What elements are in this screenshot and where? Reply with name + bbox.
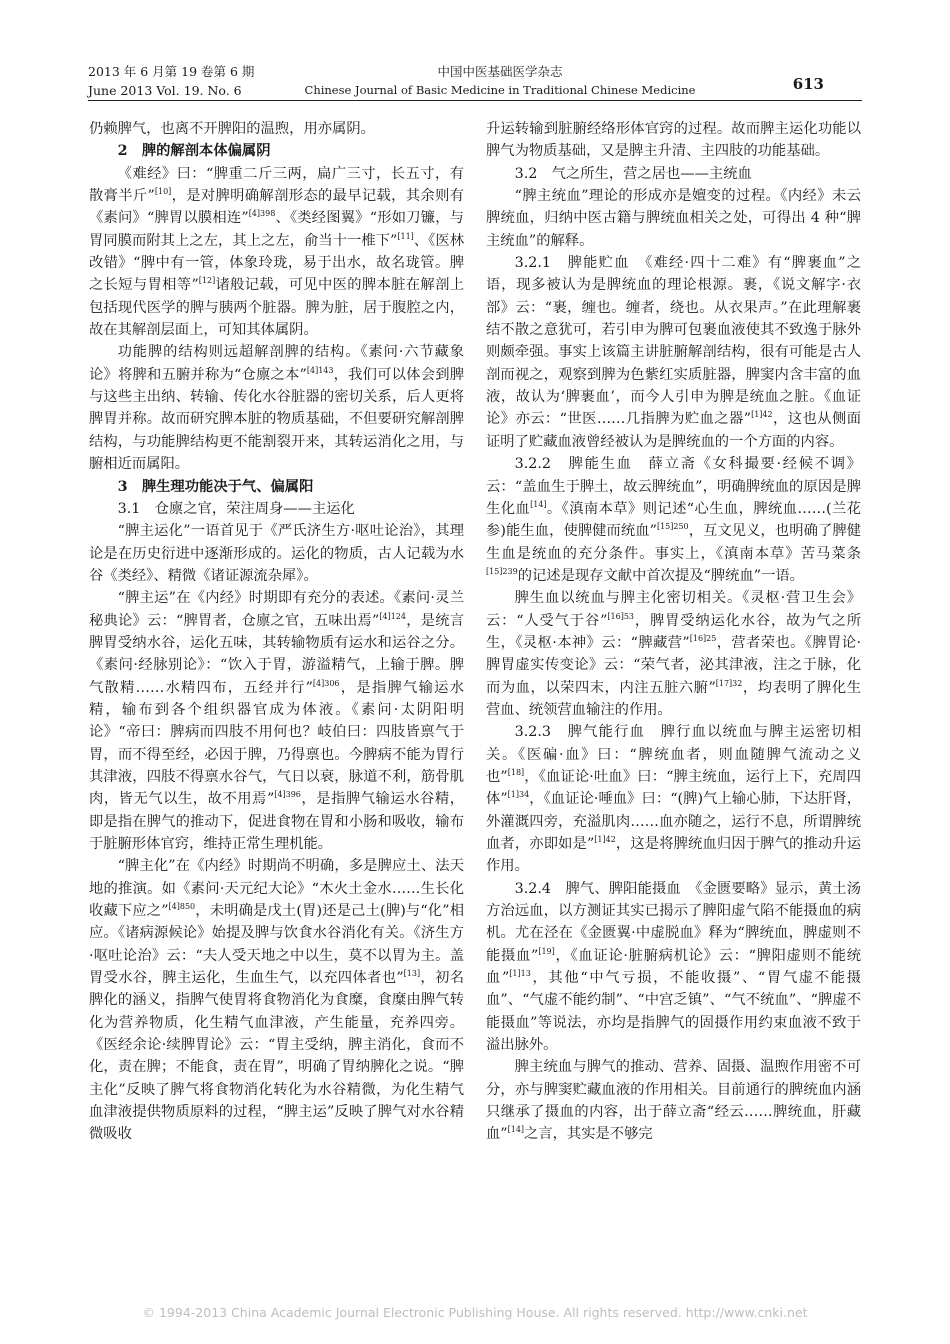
- paragraph: 功能脾的结构则远超解剖脾的结构。《素问·六节藏象论》将脾和五腑并称为“仓廪之本”$^{[4]143}$，我们可以体会到脾与这些主出纳、转输、传化水谷脏器的密切关系，后人更将脾胃并称。故而研究脾本脏的物质基础，不但要研究解剖脾结构，与功能脾结构更不能割裂开来，其转运消化之用，与腑相近而属阳。: [89, 344, 464, 473]
- section-heading: 3 脾生理功能决于气、偏属阳: [117, 478, 314, 495]
- paragraph: “脾主化”在《内经》时期尚不明确，多是脾应土、法天地的推演。如《素问·天元纪大论》“木火土金水……生长化收藏下应之”$^{[4]850}$，未明确是戊土(胃)还是己土(脾)与“化”相应。《诸病源候论》始提及脾与饮食水谷消化有关。《济生方·呕吐论治》云：“夫人受天地之中以生，莫不以胃为主。盖胃受水谷，脾主运化，生血生气，以充四体者也”[13]，初名脾化的涵义，指脾气使胃将食物消化为食糜，食糜由脾气转化为营养物质，化生精气血津液，产生能量，充养四旁。《医经余论·续脾胃论》云：“胃主受纳，脾主消化，食而不化，责在脾；不能食，责在胃”，明确了胃纳脾化之说。“脾主化”反映了脾气将食物消化转化为水谷精微，为化生精气血津液提供物质原料的过程，“脾主运”反映了脾气对水谷精微吸收: [89, 858, 465, 1143]
- paragraph: “脾主运化”一语首见于《严氏济生方·呕吐论治》，其理论是在历史衍进中逐渐形成的。运化的物质，古人记载为水谷《类经》、精微《诸证源流杂犀》。: [89, 523, 464, 584]
- paragraph: 脾主统血与脾气的推动、营养、固摄、温煦作用密不可分，亦与脾窦贮藏血液的作用相关。目前通行的脾统血内涵只继承了摄血的内容，出于薛立斋“经云……脾统血，肝藏血”[14]之言，其实是不够完: [486, 1059, 861, 1143]
- citation-ref: [15]239: [486, 567, 518, 577]
- citation-ref: [16]25: [689, 634, 717, 644]
- page-number: 613: [792, 75, 824, 93]
- journal-title-cn: 中国中医基础医学杂志: [437, 64, 563, 79]
- citation-ref: [4]850: [168, 902, 196, 912]
- citation-ref: [4]124: [379, 611, 406, 621]
- citation-ref: [1]13: [509, 969, 531, 979]
- journal-issue: [88, 62, 254, 100]
- citation-ref: [4]398: [248, 209, 276, 219]
- paragraph: “脾主运”在《内经》时期即有充分的表述。《素问·灵兰秘典论》云：“脾胃者，仓廪之官，五味出焉”$^{[4]124}$，是统言脾胃受纳水谷，运化五味，其转输物质有运水和运谷之分。《素问·经脉别论》：“饮入于胃，游溢精气，上输于脾。脾气散精……水精四布，五经并行”$^{[4]306}$，是指脾气输运水精，输布到各个组织器官成为体液。《素问·太阴阳明论》“帝曰：脾病而四肢不用何也？岐伯曰：四肢皆禀气于胃，而不得至经，必因于脾，乃得禀也。今脾病不能为胃行其津液，四肢不得禀水谷气，气日以衰，脉道不利，筋骨肌肉，皆无气以生，故不用焉”$^{[4]396}$，是指脾气输运水谷精，即是指在脾气的推动下，促进食物在胃和小肠和吸收，输布于脏腑形体官窍，维持正常生理机能。: [89, 590, 465, 852]
- paragraph: 3.2.2 脾能生血 薛立斋《女科撮要·经候不调》云：“盖血生于脾土，故云脾统血”，明确脾统血的原因是脾生化血[14]。《滇南本草》则记述“心生血，脾统血……(兰花参)能生血，使脾健而统血”$^{[15]250}$，互文见义，也明确了脾健生血是统血的充分条件。事实上，《滇南本草》苦马菜条$^{[15]239}$的记述是现存文献中首次提及“脾统血”一语。: [486, 456, 862, 584]
- citation-ref: [16]53: [607, 611, 634, 621]
- issue-cn: 2013 年 6 月第 19 卷第 6 期: [88, 64, 255, 79]
- paragraph: 升运转输到脏腑经络形体官窍的过程。故而脾主运化功能以脾气为物质基础，又是脾主升清、主四肢的功能基础。: [486, 121, 861, 160]
- section-heading: 2 脾的解剖本体偏属阴: [117, 143, 271, 160]
- citation-ref: [4]306: [312, 678, 340, 688]
- subsection-heading: 3.1 仓廪之官，荣注周身——主运化: [117, 500, 355, 517]
- paragraph: 3.2.4 脾气、脾阳能摄血 《金匮要略》显示，黄土汤方治远血，以方测证其实已揭示了脾阳虚气陷不能摄血的病机。尤在泾在《金匮翼·中虚脱血》释为“脾统血，脾虚则不能摄血”[19]，《血证论·脏腑病机论》云：“脾阳虚则不能统血”$^{[1]13}$，其他“中气亏损，不能收摄”、“胃气虚不能摄血”、“气虚不能约制”、“中宫乏镇”、“气不统血”、“脾虚不能摄血”等说法，亦均是指脾气的固摄作用约束血液不致于溢出脉外。: [486, 880, 861, 1054]
- citation-ref: [10]: [154, 187, 172, 197]
- citation-ref: [4]143: [306, 366, 334, 376]
- header-rule: [88, 100, 862, 101]
- citation-ref: [17]32: [715, 678, 743, 688]
- right-column: [486, 118, 861, 1146]
- citation-ref: [4]396: [274, 790, 301, 800]
- citation-ref: [14]: [530, 500, 547, 510]
- journal-title-en: Chinese Journal of Basic Medicine in Traditional Chinese Medicine: [304, 83, 696, 97]
- journal-title: [300, 62, 700, 100]
- left-column: [89, 118, 464, 1146]
- issue-en: June 2013 Vol. 19. No. 6: [88, 83, 242, 98]
- citation-ref: [13]: [403, 969, 421, 979]
- paragraph: 仍赖脾气，也离不开脾阳的温煦，用亦属阴。: [89, 121, 375, 137]
- citation-ref: [1]34: [507, 790, 530, 800]
- citation-ref: [1]42: [594, 835, 616, 845]
- page-header: [0, 0, 950, 110]
- citation-ref: [11]: [397, 231, 414, 241]
- citation-ref: [14]: [507, 1125, 525, 1135]
- paragraph: “脾主统血”理论的形成亦是嬗变的过程。《内经》未云脾统血，归纳中医古籍与脾统血相关之处，可得出 4 种“脾主统血”的解释。: [486, 188, 861, 249]
- citation-ref: [15]250: [656, 522, 689, 532]
- copyright-footer: © 1994-2013 China Academic Journal Electronic Publishing House. All rights reserved. http://www.cnki.net: [142, 1305, 808, 1320]
- subsection-heading: 3.2 气之所生，营之居也——主统血: [514, 165, 752, 182]
- citation-ref: [1]42: [751, 410, 773, 420]
- citation-ref: [12]: [198, 276, 216, 286]
- paragraph: 脾生血以统血与脾主化密切相关。《灵枢·营卫生会》云：“人受气于谷”$^{[16]53}$，脾胃受纳运化水谷，故为气之所生，《灵枢·本神》云：“脾藏营”$^{[16]25}$，营者荣也。《脾胃论·脾胃虚实传变论》云：“荣气者，泌其津液，注之于脉，化而为血，以荣四末，内注五脏六腑”$^{[17]32}$，均表明了脾化生营血、统领营血输注的作用。: [486, 590, 861, 718]
- paragraph: 3.2.3 脾气能行血 脾行血以统血与脾主运密切相关。《医碥·血》曰：“脾统血者，则血随脾气流动之义也”[18]，《血证论·吐血》曰：“脾主统血，运行上下，充周四体”$^{[1]34}$，《血证论·唾血》曰：“(脾)气上输心肺，下达肝肾，外灌溉四旁，充溢肌肉……血亦随之，运行不息，所谓脾统血者，亦即如是”$^{[1]42}$，这是将脾统血归因于脾气的推动升运作用。: [486, 724, 862, 875]
- paragraph: 《难经》曰：“脾重二斤三两，扁广三寸，长五寸，有散膏半斤”[10]，是对脾明确解剖形态的最早记载，其余则有《素问》“脾胃以膜相连”$^{[4]398}$、《类经图翼》“形如刀镰，与胃同膜而附其上之左，其上之左，俞当十一椎下”[11]、《医林改错》“脾中有一管，体象玲珑，易于出水，故名珑管。脾之长短与胃相等”[12]诸般记载，可见中医的脾本脏在解剖上包括现代医学的脾与胰两个脏器。脾为脏，居于腹腔之内，故在其解剖层面上，可知其体属阴。: [89, 165, 465, 339]
- citation-ref: [19]: [538, 946, 555, 956]
- paragraph: 3.2.1 脾能贮血 《难经·四十二难》有“脾裹血”之语，现多被认为是脾统血的理论根源。裹，《说文解字·衣部》云：“裹，缠也。缠者，绕也。从衣果声。”在此理解裹结不散之意犹可，若引申为脾可包裹血液使其不致逸于脉外则颇牵强。事实上该篇主讲脏腑解剖结构，很有可能是古人剖而视之，观察到脾为色紫红实质脏器，脾窦内含丰富的血液，故认为‘脾裹血’，而今人引申为脾是统血之脏。《血证论》亦云：“世医……几指脾为贮血之器”$^{[1]42}$，这也从侧面证明了贮藏血液曾经被认为是脾统血的一个方面的内容。: [486, 255, 861, 450]
- citation-ref: [18]: [507, 768, 525, 778]
